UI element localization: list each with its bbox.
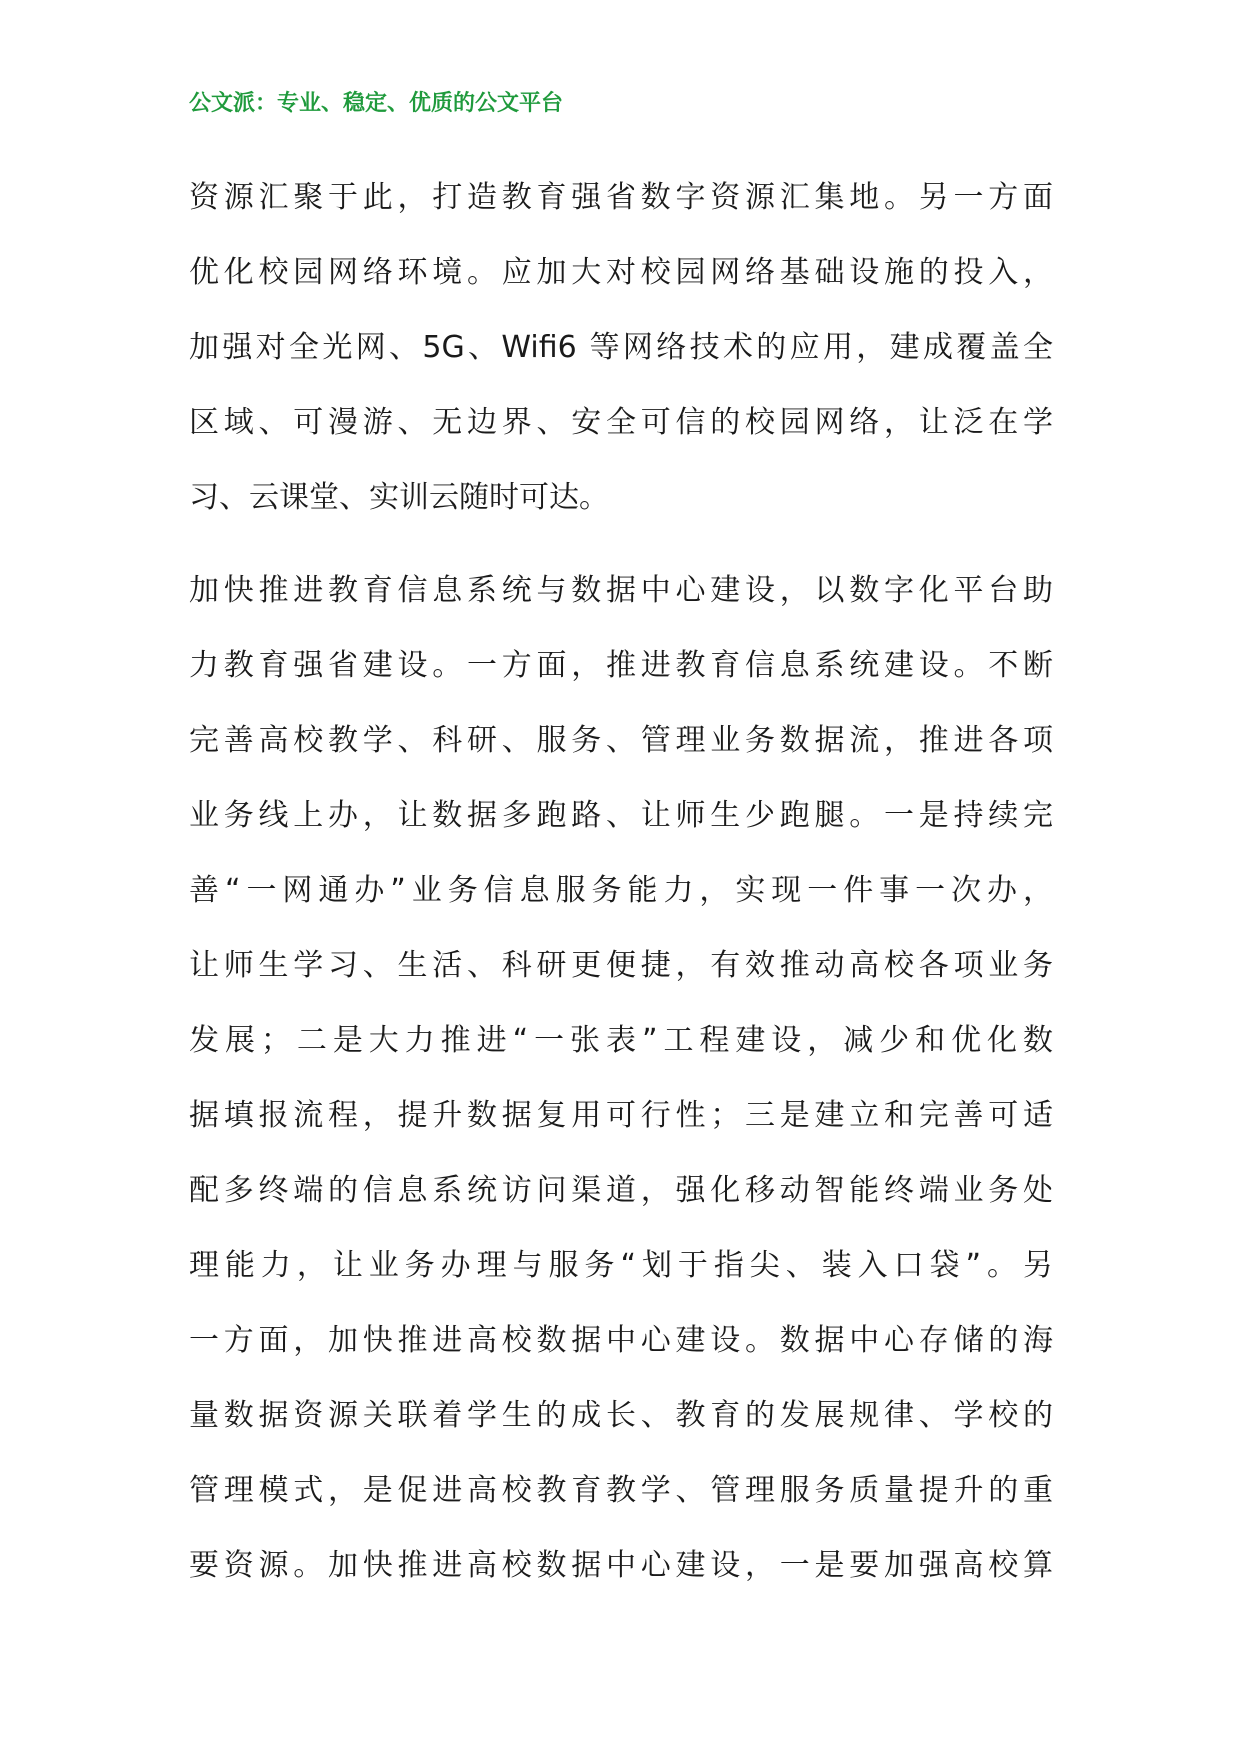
paragraph-line: 配多终端的信息系统访问渠道，强化移动智能终端业务处 [189, 1173, 1053, 1208]
paragraph-line: 让师生学习、生活、科研更便捷，有效推动高校各项业务 [189, 948, 1053, 983]
paragraph-line: 区域、可漫游、无边界、安全可信的校园网络，让泛在学 [189, 405, 1053, 440]
paragraph-line: 资源汇聚于此，打造教育强省数字资源汇集地。另一方面 [189, 180, 1053, 215]
paragraph-line: 据填报流程，提升数据复用可行性；三是建立和完善可适 [189, 1098, 1053, 1133]
paragraph-line: 发展；二是大力推进“一张表”工程建设，减少和优化数 [189, 1023, 1053, 1058]
paragraph-1 [189, 160, 1053, 535]
paragraph-line: 力教育强省建设。一方面，推进教育信息系统建设。不断 [189, 648, 1053, 683]
page-header-title: 公文派：专业、稳定、优质的公文平台 [189, 90, 564, 116]
paragraph-2 [189, 553, 1053, 1603]
paragraph-line: 善“一网通办”业务信息服务能力，实现一件事一次办， [189, 873, 1053, 908]
paragraph-line: 要资源。加快推进高校数据中心建设，一是要加强高校算 [189, 1548, 1053, 1583]
paragraph-line: 习、云课堂、实训云随时可达。 [189, 480, 609, 515]
paragraph-line: 优化校园网络环境。应加大对校园网络基础设施的投入， [189, 255, 1053, 290]
paragraph-line: 完善高校教学、科研、服务、管理业务数据流，推进各项 [189, 723, 1053, 758]
paragraph-line: 管理模式，是促进高校教育教学、管理服务质量提升的重 [189, 1473, 1053, 1508]
paragraph-line: 量数据资源关联着学生的成长、教育的发展规律、学校的 [189, 1398, 1053, 1433]
paragraph-line: 理能力，让业务办理与服务“划于指尖、装入口袋”。另 [189, 1248, 1053, 1283]
paragraph-line: 加强对全光网、5G、Wifi6 等网络技术的应用，建成覆盖全 [189, 330, 1053, 365]
paragraph-line: 一方面，加快推进高校数据中心建设。数据中心存储的海 [189, 1323, 1053, 1358]
paragraph-line: 业务线上办，让数据多跑路、让师生少跑腿。一是持续完 [189, 798, 1053, 833]
paragraph-line: 加快推进教育信息系统与数据中心建设，以数字化平台助 [189, 573, 1053, 608]
